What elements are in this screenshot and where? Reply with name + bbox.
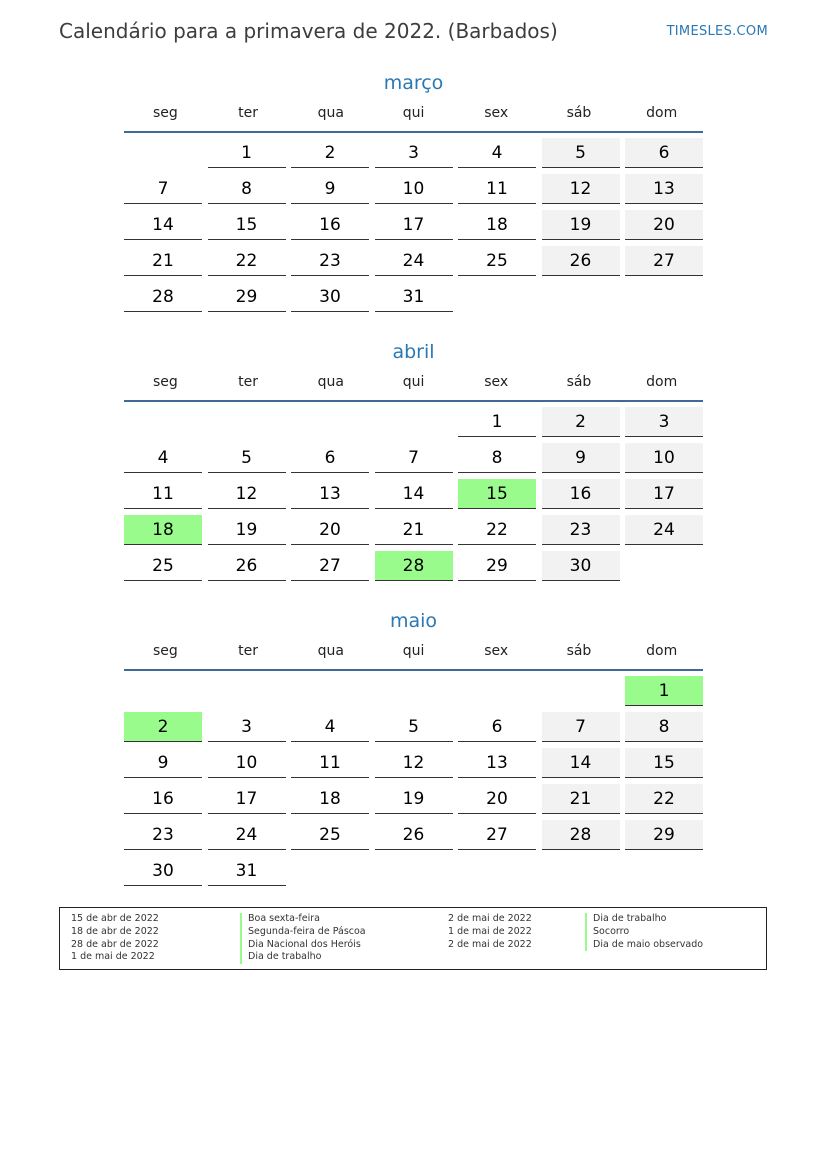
day-cell: 20 [458,784,536,814]
day-cell: 24 [208,820,286,850]
weekday-label: qui [402,105,425,121]
day-cell: 19 [375,784,453,814]
weekday-label: sex [484,374,509,390]
header-divider [124,669,703,671]
legend-holiday-name: Boa sexta-feira [240,913,366,926]
empty-cell [124,676,202,705]
day-cell: 25 [124,551,202,581]
day-cell: 17 [208,784,286,814]
day-cell: 28 [124,282,202,312]
day-cell: 8 [458,443,536,473]
header-divider [124,400,703,402]
weekday-label: seg [152,374,178,390]
month-title: abril [392,341,435,363]
day-cell: 9 [124,748,202,778]
holiday-day-cell: 1 [625,676,703,706]
day-cell: 14 [124,210,202,240]
day-cell: 7 [124,174,202,204]
day-cell: 31 [208,856,286,886]
day-cell: 14 [542,748,620,778]
empty-cell [458,676,536,705]
day-cell: 29 [458,551,536,581]
day-cell: 12 [208,479,286,509]
day-cell: 12 [542,174,620,204]
legend-holiday-name: Socorro [585,926,703,939]
day-grid [124,676,703,886]
day-cell: 29 [625,820,703,850]
weekday-label: sáb [566,643,592,659]
day-cell: 11 [291,748,369,778]
day-cell: 7 [542,712,620,742]
holiday-legend [59,907,767,970]
day-grid [124,407,703,581]
day-cell: 10 [625,443,703,473]
month-april [124,338,703,581]
day-cell: 6 [625,138,703,168]
legend-date: 2 de mai de 2022 [448,938,532,950]
legend-date: 28 de abr de 2022 [71,938,159,950]
day-cell: 6 [458,712,536,742]
day-cell: 24 [625,515,703,545]
day-cell: 14 [375,479,453,509]
day-cell: 13 [458,748,536,778]
day-cell: 21 [375,515,453,545]
day-cell: 9 [291,174,369,204]
day-cell: 15 [625,748,703,778]
weekday-label: ter [238,643,258,659]
month-march [124,69,703,312]
empty-cell [124,407,202,436]
weekday-label: sex [484,105,509,121]
day-cell: 5 [375,712,453,742]
day-cell: 11 [458,174,536,204]
empty-cell [375,676,453,705]
day-cell: 5 [542,138,620,168]
day-cell: 3 [375,138,453,168]
page-title: Calendário para a primavera de 2022. (Barbados) [59,19,558,43]
weekday-label: dom [646,374,678,390]
day-cell: 28 [542,820,620,850]
empty-cell [124,138,202,167]
weekday-label: ter [238,105,258,121]
weekday-label: qua [317,374,344,390]
day-cell: 1 [208,138,286,168]
day-cell: 30 [291,282,369,312]
day-cell: 27 [625,246,703,276]
day-cell: 10 [375,174,453,204]
day-cell: 13 [625,174,703,204]
weekday-header [124,374,703,398]
day-cell: 22 [458,515,536,545]
legend-holiday-name: Dia Nacional dos Heróis [240,939,366,952]
day-cell: 24 [375,246,453,276]
holiday-day-cell: 15 [458,479,536,509]
empty-cell [542,676,620,705]
weekday-label: sex [484,643,509,659]
legend-left-dates [71,913,159,964]
day-cell: 21 [542,784,620,814]
day-cell: 4 [291,712,369,742]
day-cell: 22 [625,784,703,814]
legend-date: 18 de abr de 2022 [71,925,159,937]
holiday-day-cell: 2 [124,712,202,742]
day-cell: 5 [208,443,286,473]
day-cell: 11 [124,479,202,509]
weekday-label: ter [238,374,258,390]
day-cell: 26 [375,820,453,850]
legend-holiday-name: Dia de trabalho [240,951,366,964]
weekday-label: dom [646,643,678,659]
day-cell: 2 [291,138,369,168]
day-cell: 12 [375,748,453,778]
day-cell: 22 [208,246,286,276]
weekday-label: sáb [566,374,592,390]
month-title: março [383,72,444,94]
day-cell: 27 [458,820,536,850]
empty-cell [208,676,286,705]
weekday-label: dom [646,105,678,121]
empty-cell [291,407,369,436]
day-cell: 19 [542,210,620,240]
day-cell: 8 [625,712,703,742]
day-cell: 4 [458,138,536,168]
day-cell: 18 [458,210,536,240]
day-cell: 7 [375,443,453,473]
weekday-label: qua [317,643,344,659]
holiday-day-cell: 18 [124,515,202,545]
day-cell: 20 [291,515,369,545]
day-cell: 15 [208,210,286,240]
month-title: maio [389,610,438,632]
day-cell: 3 [625,407,703,437]
day-cell: 19 [208,515,286,545]
legend-right-dates [448,913,532,951]
empty-cell [208,407,286,436]
day-cell: 13 [291,479,369,509]
legend-date: 15 de abr de 2022 [71,913,159,924]
day-cell: 2 [542,407,620,437]
holiday-day-cell: 28 [375,551,453,581]
header-divider [124,131,703,133]
day-cell: 18 [291,784,369,814]
day-cell: 1 [458,407,536,437]
legend-date: 1 de mai de 2022 [448,925,532,937]
day-cell: 16 [291,210,369,240]
empty-cell [291,676,369,705]
day-cell: 21 [124,246,202,276]
legend-holiday-name: Dia de maio observado [585,939,703,952]
month-may [124,607,703,886]
day-cell: 30 [124,856,202,886]
day-cell: 27 [291,551,369,581]
weekday-label: seg [152,643,178,659]
day-cell: 10 [208,748,286,778]
weekday-label: seg [152,105,178,121]
day-cell: 4 [124,443,202,473]
day-cell: 29 [208,282,286,312]
weekday-header [124,105,703,129]
day-cell: 23 [124,820,202,850]
day-cell: 3 [208,712,286,742]
weekday-label: sáb [566,105,592,121]
weekday-label: qui [402,643,425,659]
day-cell: 17 [375,210,453,240]
day-cell: 16 [542,479,620,509]
day-cell: 9 [542,443,620,473]
day-cell: 8 [208,174,286,204]
legend-holiday-name: Segunda-feira de Páscoa [240,926,366,939]
legend-date: 2 de mai de 2022 [448,913,532,924]
weekday-label: qua [317,105,344,121]
day-cell: 26 [208,551,286,581]
day-cell: 25 [291,820,369,850]
site-link[interactable]: TIMESLES.COM [666,24,768,39]
empty-cell [375,407,453,436]
legend-left-names [240,913,366,964]
weekday-header [124,643,703,667]
day-cell: 23 [542,515,620,545]
day-cell: 26 [542,246,620,276]
day-cell: 31 [375,282,453,312]
day-grid [124,138,703,312]
day-cell: 25 [458,246,536,276]
legend-holiday-name: Dia de trabalho [585,913,703,926]
legend-right-names [585,913,703,951]
weekday-label: qui [402,374,425,390]
day-cell: 17 [625,479,703,509]
day-cell: 6 [291,443,369,473]
day-cell: 30 [542,551,620,581]
day-cell: 16 [124,784,202,814]
day-cell: 23 [291,246,369,276]
legend-date: 1 de mai de 2022 [71,951,155,963]
day-cell: 20 [625,210,703,240]
